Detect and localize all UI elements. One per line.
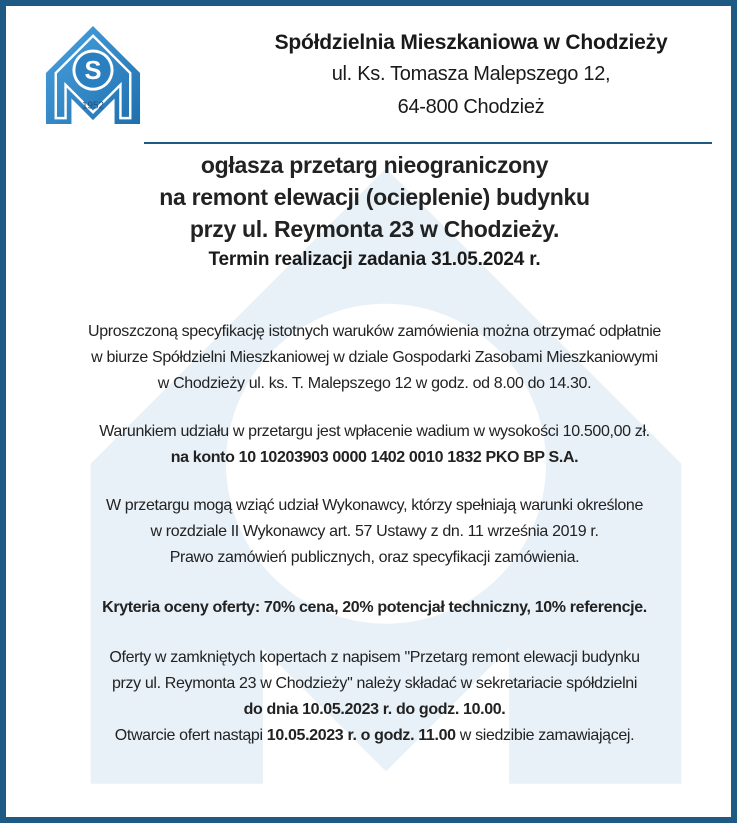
svg-text:1952: 1952 (82, 100, 104, 112)
notice-body (26, 319, 723, 749)
announcement-title (66, 149, 683, 275)
spec-line: w biurze Spółdzielni Mieszkaniowej w dziale Gospodarki Zasobami Mieszkaniowymi (91, 349, 658, 366)
opening-place: w siedzibie zamawiającej. (455, 727, 635, 744)
offers-paragraph (26, 645, 723, 749)
offers-line: Oferty w zamkniętych kopertach z napisem "Przetarg remont elewacji budynku (109, 649, 640, 666)
bank-account: na konto 10 10203903 0000 1402 0010 1832 PKO BP S.A. (170, 449, 579, 466)
criteria-paragraph (26, 595, 723, 621)
title-line-1: ogłasza przetarg nieograniczony (200, 152, 549, 178)
address-city: 64-800 Chodzież (397, 96, 545, 118)
cooperative-logo (44, 24, 142, 126)
title-line-2: na remont elewacji (ocieplenie) budynku (159, 184, 590, 210)
deposit-paragraph (26, 419, 723, 471)
evaluation-criteria: Kryteria oceny oferty: 70% cena, 20% potencjał techniczny, 10% referencje. (102, 599, 647, 616)
svg-text:S: S (84, 56, 102, 85)
participation-line: Prawo zamówień publicznych, oraz specyfikacji zamówienia. (169, 549, 580, 566)
header-divider (144, 142, 712, 144)
participation-paragraph (26, 493, 723, 571)
spec-line: Uproszczoną specyfikację istotnych waruków zamówienia można otrzymać odpłatnie (88, 323, 661, 340)
spec-line: w Chodzieży ul. ks. T. Malepszego 12 w godz. od 8.00 do 14.30. (157, 375, 592, 392)
participation-line: w rozdziale II Wykonawcy art. 57 Ustawy z dn. 11 września 2019 r. (150, 523, 599, 540)
deposit-line: Warunkiem udziału w przetargu jest wpłacenie wadium w wysokości 10.500,00 zł. (99, 423, 650, 440)
offer-deadline: do dnia 10.05.2023 r. do godz. 10.00. (243, 701, 506, 718)
opening-line (26, 723, 723, 749)
participation-line: W przetargu mogą wziąć udział Wykonawcy, którzy spełniają warunki określone (105, 497, 644, 514)
completion-deadline: Termin realizacji zadania 31.05.2024 r. (208, 249, 541, 270)
header (236, 28, 706, 124)
opening-date: 10.05.2023 r. o godz. 11.00 (266, 727, 456, 744)
opening-text: Otwarcie ofert nastąpi (114, 727, 267, 744)
address-street: ul. Ks. Tomasza Malepszego 12, (331, 63, 611, 85)
title-line-3: przy ul. Reymonta 23 w Chodzieży. (189, 216, 560, 242)
organization-name: Spółdzielnia Mieszkaniowa w Chodzieży (274, 31, 668, 54)
offers-line: przy ul. Reymonta 23 w Chodzieży" należy składać w sekretariacie spółdzielni (111, 675, 638, 692)
specification-paragraph (26, 319, 723, 397)
